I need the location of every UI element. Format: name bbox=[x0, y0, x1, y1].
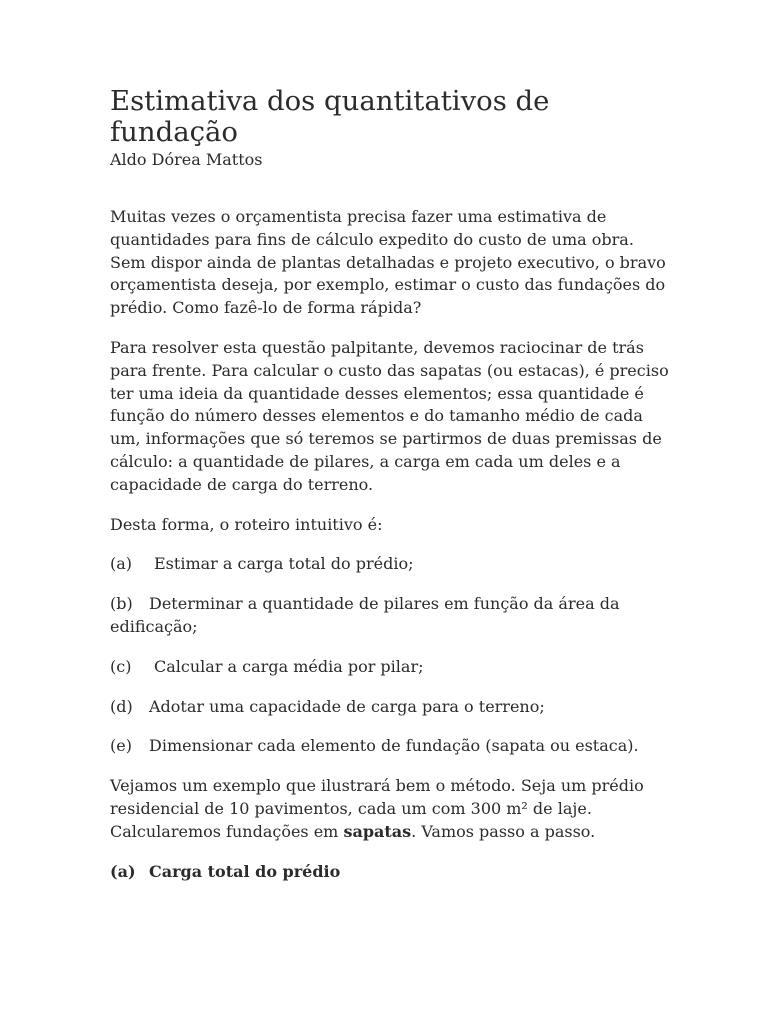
step-text: Adotar uma capacidade de carga para o terreno; bbox=[149, 696, 545, 716]
section-heading-label: (a) bbox=[110, 861, 136, 881]
step-label: (a) bbox=[110, 554, 133, 574]
document-body bbox=[110, 206, 670, 900]
step-label: (c) bbox=[110, 656, 132, 676]
step-text: Estimar a carga total do prédio; bbox=[154, 554, 414, 574]
step-label: (e) bbox=[110, 736, 132, 756]
step-item-c bbox=[110, 656, 670, 679]
step-item-e bbox=[110, 735, 670, 758]
section-heading bbox=[110, 861, 670, 884]
document-title: Estimativa dos quantitativos de fundação bbox=[110, 85, 550, 148]
section-heading-text: Carga total do prédio bbox=[149, 861, 341, 881]
example-text-start: Vejamos um exemplo que ilustrará bem o método. Seja um prédio residencial de 10 pavimentos, cada um com 300 m² de laje. Calcularemos fundações em bbox=[110, 776, 644, 841]
paragraph-reasoning: Para resolver esta questão palpitante, devemos raciocinar de trás para frente. Para calcular o custo das sapatas (ou estacas), é preciso ter uma ideia da quantidade desses elementos; essa quantidade é função do número desses elementos e do tamanho médio de cada um, informações que só teremos se partirmos de duas premissas de cálculo: a quantidade de pilares, a carga em cada um deles e a capacidade de carga do terreno. bbox=[110, 337, 669, 494]
step-item-a bbox=[110, 553, 670, 576]
example-text-end: . Vamos passo a passo. bbox=[411, 821, 596, 841]
document-author: Aldo Dórea Mattos bbox=[110, 150, 263, 169]
step-label: (d) bbox=[110, 696, 133, 716]
step-item-b bbox=[110, 593, 670, 639]
paragraph-intro: Muitas vezes o orçamentista precisa fazer uma estimativa de quantidades para fins de cálculo expedito do custo de uma obra. Sem dispor ainda de plantas detalhadas e projeto executivo, o bravo orçamentista deseja, por exemplo, estimar o custo das fundações do prédio. Como fazê-lo de forma rápida? bbox=[110, 207, 666, 318]
step-text: Calcular a carga média por pilar; bbox=[154, 656, 424, 676]
step-label: (b) bbox=[110, 594, 133, 614]
example-bold-term: sapatas bbox=[343, 821, 412, 841]
step-text: Determinar a quantidade de pilares em função da área da edificação; bbox=[110, 594, 620, 636]
step-text: Dimensionar cada elemento de fundação (sapata ou estaca). bbox=[149, 736, 639, 756]
step-item-d bbox=[110, 696, 670, 719]
paragraph-example bbox=[110, 775, 670, 843]
paragraph-roadmap: Desta forma, o roteiro intuitivo é: bbox=[110, 514, 383, 534]
